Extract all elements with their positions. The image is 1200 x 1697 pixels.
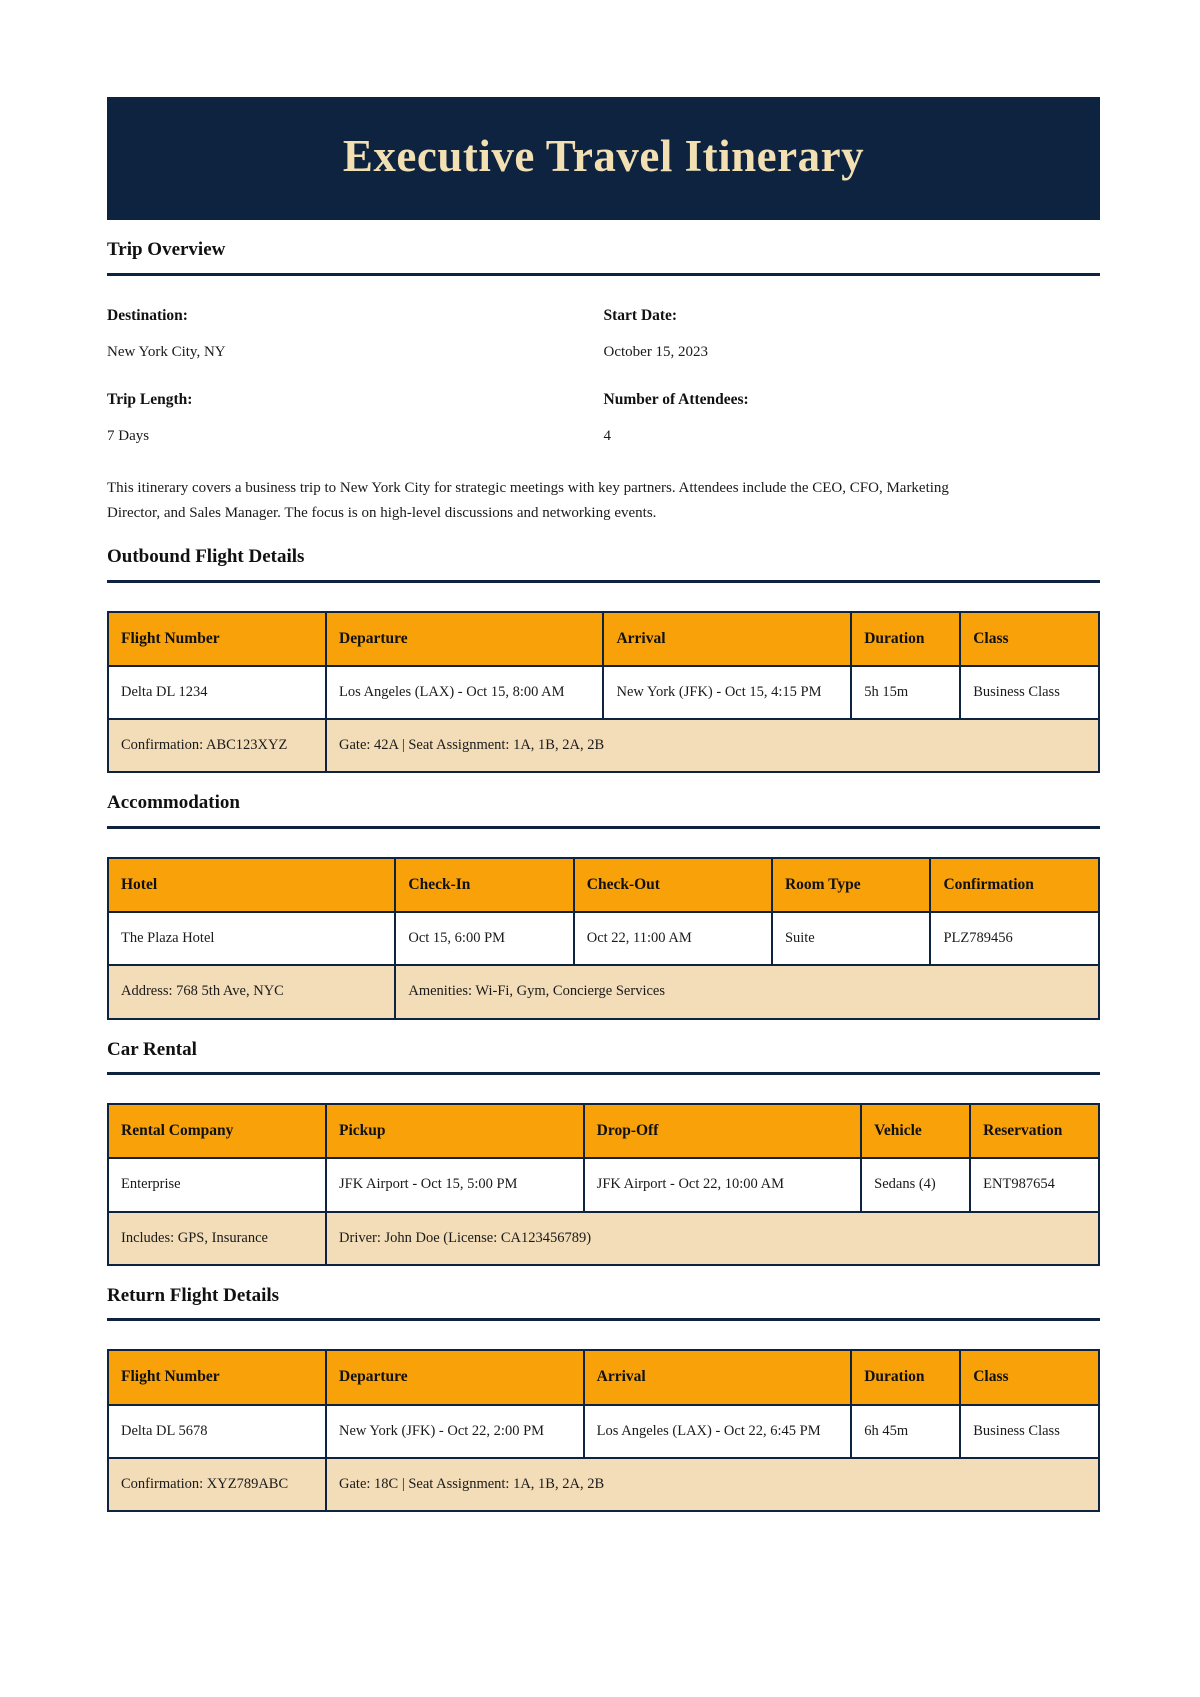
cell-confirmation: Confirmation: ABC123XYZ <box>108 719 326 772</box>
cell-duration: 5h 15m <box>851 666 960 719</box>
column-header-flight-number: Flight Number <box>108 1350 326 1404</box>
overview-value: New York City, NY <box>107 343 226 360</box>
accommodation-table <box>107 857 1100 1020</box>
cell-duration: 6h 45m <box>851 1405 960 1458</box>
section-divider <box>107 580 1100 583</box>
section-heading-outbound-flight: Outbound Flight Details <box>107 546 305 568</box>
trip-description: This itinerary covers a business trip to New York City for strategic meetings with key partners. Attendees include the CEO, CFO, Marketing Director, and Sales Manager. The focus is on high-level discussions and networking events. <box>107 479 949 522</box>
cell-rental-company: Enterprise <box>108 1158 326 1211</box>
document-header-banner <box>107 97 1100 220</box>
column-header-flight-number: Flight Number <box>108 612 326 666</box>
cell-pickup: JFK Airport - Oct 15, 5:00 PM <box>326 1158 584 1211</box>
car-rental-table-wrapper <box>107 1103 1100 1266</box>
column-header-vehicle: Vehicle <box>861 1104 970 1158</box>
cell-address: Address: 768 5th Ave, NYC <box>108 965 395 1018</box>
cell-class: Business Class <box>960 666 1099 719</box>
cell-vehicle: Sedans (4) <box>861 1158 970 1211</box>
overview-label: Number of Attendees: <box>603 390 749 408</box>
section-heading-accommodation: Accommodation <box>107 792 240 814</box>
column-header-arrival: Arrival <box>603 612 851 666</box>
cell-class: Business Class <box>960 1405 1099 1458</box>
overview-label: Trip Length: <box>107 390 193 408</box>
table-header-row <box>108 1350 1099 1404</box>
table-row-detail <box>108 1458 1099 1511</box>
outbound-flight-table-wrapper <box>107 611 1100 774</box>
column-header-check-out: Check-Out <box>574 858 772 912</box>
cell-room-type: Suite <box>772 912 931 965</box>
cell-drop-off: JFK Airport - Oct 22, 10:00 AM <box>584 1158 861 1211</box>
section-divider <box>107 826 1100 829</box>
cell-confirmation: Confirmation: XYZ789ABC <box>108 1458 326 1511</box>
table-row <box>108 666 1099 719</box>
cell-flight-number: Delta DL 1234 <box>108 666 326 719</box>
accommodation-table-wrapper <box>107 857 1100 1020</box>
overview-field-destination <box>107 304 604 388</box>
section-heading-car-rental: Car Rental <box>107 1038 197 1060</box>
cell-reservation: ENT987654 <box>970 1158 1099 1211</box>
cell-gate-seat: Gate: 18C | Seat Assignment: 1A, 1B, 2A, 2B <box>326 1458 1099 1511</box>
overview-value: October 15, 2023 <box>603 343 709 360</box>
section-heading-trip-overview: Trip Overview <box>107 239 226 261</box>
column-header-class: Class <box>960 1350 1099 1404</box>
column-header-hotel: Hotel <box>108 858 395 912</box>
trip-overview-grid <box>107 304 1100 472</box>
cell-arrival: Los Angeles (LAX) - Oct 22, 6:45 PM <box>584 1405 852 1458</box>
table-row <box>108 1405 1099 1458</box>
cell-check-in: Oct 15, 6:00 PM <box>395 912 573 965</box>
table-header-row <box>108 858 1099 912</box>
cell-gate-seat: Gate: 42A | Seat Assignment: 1A, 1B, 2A, 2B <box>326 719 1099 772</box>
column-header-reservation: Reservation <box>970 1104 1099 1158</box>
column-header-rental-company: Rental Company <box>108 1104 326 1158</box>
cell-amenities: Amenities: Wi-Fi, Gym, Concierge Services <box>395 965 1099 1018</box>
return-flight-table-wrapper <box>107 1349 1100 1512</box>
section-divider <box>107 273 1100 276</box>
overview-label: Start Date: <box>603 306 678 324</box>
cell-flight-number: Delta DL 5678 <box>108 1405 326 1458</box>
table-header-row <box>108 612 1099 666</box>
overview-value: 4 <box>603 427 611 444</box>
cell-includes: Includes: GPS, Insurance <box>108 1212 326 1265</box>
cell-confirmation: PLZ789456 <box>930 912 1099 965</box>
overview-field-trip-length <box>107 388 604 472</box>
table-row-detail <box>108 719 1099 772</box>
overview-label: Destination: <box>107 306 188 324</box>
column-header-duration: Duration <box>851 1350 960 1404</box>
table-row <box>108 912 1099 965</box>
section-divider <box>107 1072 1100 1075</box>
section-divider <box>107 1318 1100 1321</box>
column-header-pickup: Pickup <box>326 1104 584 1158</box>
cell-departure: New York (JFK) - Oct 22, 2:00 PM <box>326 1405 584 1458</box>
column-header-class: Class <box>960 612 1099 666</box>
table-row-detail <box>108 1212 1099 1265</box>
column-header-duration: Duration <box>851 612 960 666</box>
car-rental-table <box>107 1103 1100 1266</box>
column-header-departure: Departure <box>326 612 603 666</box>
cell-driver: Driver: John Doe (License: CA123456789) <box>326 1212 1099 1265</box>
outbound-flight-table <box>107 611 1100 774</box>
section-heading-return-flight: Return Flight Details <box>107 1284 280 1306</box>
page-title: Executive Travel Itinerary <box>342 131 865 181</box>
return-flight-table <box>107 1349 1100 1512</box>
column-header-confirmation: Confirmation <box>930 858 1099 912</box>
cell-hotel: The Plaza Hotel <box>108 912 395 965</box>
table-row <box>108 1158 1099 1211</box>
table-header-row <box>108 1104 1099 1158</box>
table-row-detail <box>108 965 1099 1018</box>
column-header-departure: Departure <box>326 1350 584 1404</box>
cell-arrival: New York (JFK) - Oct 15, 4:15 PM <box>603 666 851 719</box>
overview-field-attendees <box>604 388 1101 472</box>
cell-check-out: Oct 22, 11:00 AM <box>574 912 772 965</box>
overview-field-start-date <box>604 304 1101 388</box>
column-header-drop-off: Drop-Off <box>584 1104 861 1158</box>
column-header-check-in: Check-In <box>395 858 573 912</box>
column-header-arrival: Arrival <box>584 1350 852 1404</box>
overview-value: 7 Days <box>107 427 150 444</box>
cell-departure: Los Angeles (LAX) - Oct 15, 8:00 AM <box>326 666 603 719</box>
column-header-room-type: Room Type <box>772 858 931 912</box>
